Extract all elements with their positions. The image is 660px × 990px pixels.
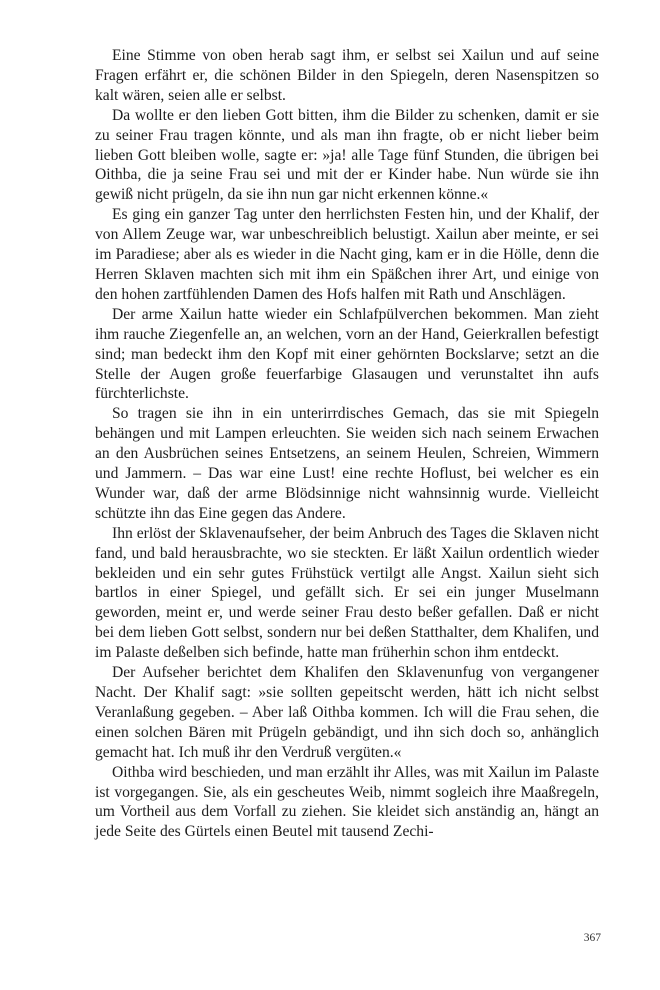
paragraph: Eine Stimme von oben herab sagt ihm, er selbst sei Xailun und auf seine Fragen erfährt er, die schönen Bilder in den Spiegeln, deren Nasenspitzen so kalt wären, seien alle er selbst. <box>95 47 599 104</box>
page-number: 367 <box>583 932 601 944</box>
paragraph: Oithba wird beschieden, und man erzählt ihr Alles, was mit Xailun im Palaste ist vorgegangen. Sie, als ein gescheutes Weib, nimmt sogleich ihre Maaßregeln, um Vortheil aus dem Vorfall zu ziehen. Sie kleidet sich anständig an, hängt an jede Seite des Gürtels einen Beutel mit tausend Zechi- <box>95 763 599 841</box>
paragraph: Der Aufseher berichtet dem Khalifen den Sklavenunfug von vergangener Nacht. Der Khalif sagt: »sie sollten gepeitscht werden, hätt ich nicht selbst Veranlaßung gegeben. – Aber laß Oithba kommen. Ich will die Frau sehen, die einen solchen Bären mit Prügeln gebändigt, und ihn sich doch so, anhänglich gemacht hat. Ich muß ihr den Verdruß vergüten.« <box>95 664 599 761</box>
paragraph: Ihn erlöst der Sklavenaufseher, der beim Anbruch des Tages die Sklaven nicht fand, und bald herausbrachte, wo sie steckten. Er läßt Xailun ordentlich wieder bekleiden und ein sehr gutes Frühstück vertilgt alle Angst. Xailun sieht sich bartlos in einer Spiegel, und gefällt sich. Er sei ein junger Muselmann geworden, meint er, und werde seiner Frau desto beßer gefallen. Daß er nicht bei dem lieben Gott selbst, sondern nur bei deßen Statthalter, dem Khalifen, und im Palaste deßelben sich befinde, hatte man früherhin schon ihm entdeckt. <box>95 524 599 662</box>
paragraph: Es ging ein ganzer Tag unter den herrlichsten Festen hin, und der Khalif, der von Allem Zeuge war, war unbeschreiblich belustigt. Xailun aber meinte, er sei im Paradiese; aber als es wieder in die Nacht ging, kam er in die Hölle, denn die Herren Sklaven machten sich mit ihm ein Späßchen ihrer Art, und einige von den hohen zartfühlenden Damen des Hofs halfen mit Rath und Anschlägen. <box>95 206 599 303</box>
page-body <box>95 46 599 842</box>
paragraph: Da wollte er den lieben Gott bitten, ihm die Bilder zu schenken, damit er sie zu seiner Frau tragen könnte, und als man ihn fragte, ob er nicht lieber beim lieben Gott bleiben wolle, sagte er: »ja! alle Tage fünf Stunden, die übrigen bei Oithba, die ja seine Frau sei und mit der er Kinder habe. Nun würde sie ihn gewiß nicht prügeln, da sie ihn nun gar nicht erkennen könne.« <box>95 106 599 204</box>
paragraph: Der arme Xailun hatte wieder ein Schlafpülverchen bekommen. Man zieht ihm rauche Ziegenfelle an, an welchen, vorn an der Hand, Geierkrallen befestigt sind; man bedeckt ihm den Kopf mit einer gehörnten Bockslarve; setzt an die Stelle der Augen große feuerfarbige Glasaugen und verunstaltet ihn aufs fürchterlichste. <box>95 305 599 403</box>
paragraph: So tragen sie ihn in ein unterirrdisches Gemach, das sie mit Spiegeln behängen und mit Lampen erleuchten. Sie weiden sich nach seinem Erwachen an den Ausbrüchen seines Entsetzens, an seinem Heulen, Schreien, Wimmern und Jammern. – Das war eine Lust! eine rechte Hoflust, bei welcher es ein Wunder war, daß der arme Blödsinnige nicht wahnsinnig wurde. Vielleicht schützte ihn das Eine gegen das Andere. <box>95 405 599 522</box>
